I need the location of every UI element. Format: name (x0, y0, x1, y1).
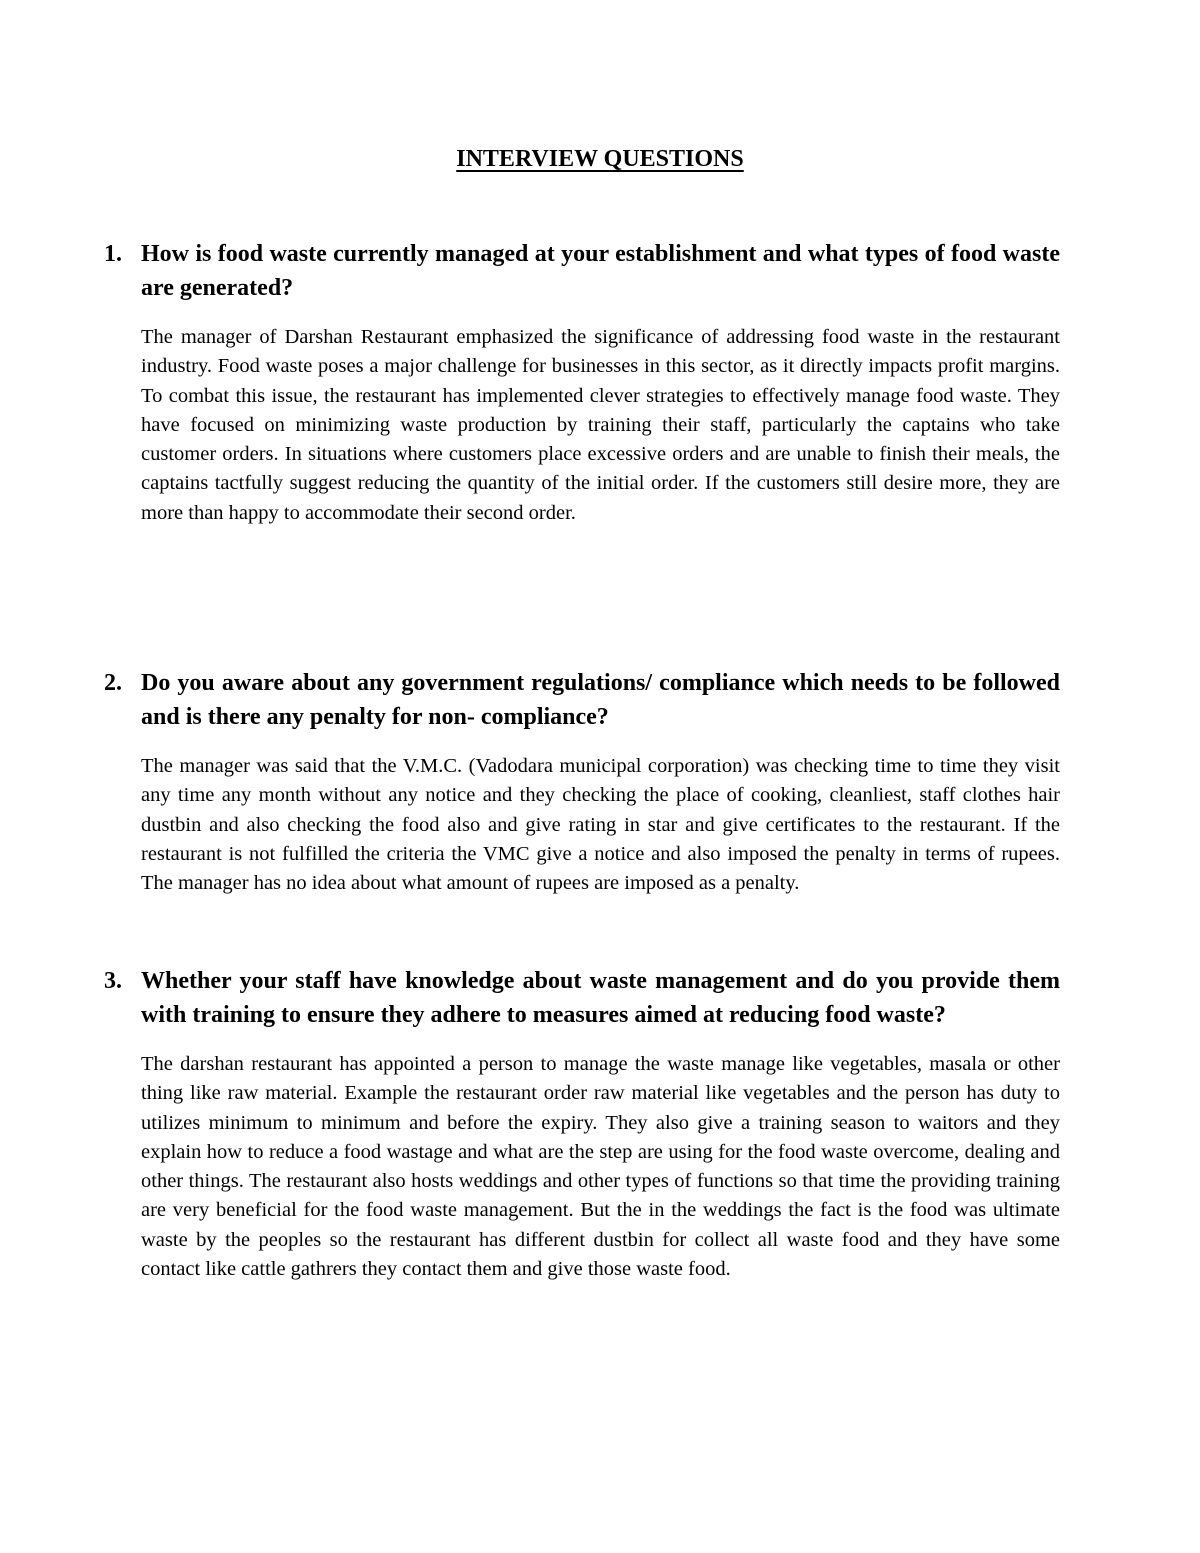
question-heading (104, 237, 1060, 305)
question-number: 3. (104, 968, 122, 994)
question-block-1 (104, 237, 1060, 528)
question-heading (104, 964, 1060, 1032)
answer-paragraph: The manager was said that the V.M.C. (Vadodara municipal corporation) was checking time to time they visit any time any month without any notice and they checking the place of cooking, cleanliest, staff clothes hair dustbin and also checking the food also and give rating in star and give certificates to the restaurant. If the restaurant is not fulfilled the criteria the VMC give a notice and also imposed the penalty in terms of rupees. The manager has no idea about what amount of rupees are imposed as a penalty. (141, 755, 1060, 895)
question-block-2 (104, 666, 1060, 898)
question-text: How is food waste currently managed at your establishment and what types of food waste are generated? (141, 241, 1060, 301)
question-number: 2. (104, 670, 122, 696)
question-text: Do you aware about any government regulations/ compliance which needs to be followed and is there any penalty for non- compliance? (141, 670, 1060, 730)
page-title: INTERVIEW QUESTIONS (456, 146, 744, 172)
question-text: Whether your staff have knowledge about waste management and do you provide them with training to ensure they adhere to measures aimed at reducing food waste? (141, 968, 1060, 1028)
question-heading (104, 666, 1060, 734)
question-number: 1. (104, 241, 122, 267)
answer-paragraph: The darshan restaurant has appointed a person to manage the waste manage like vegetables, masala or other thing like raw material. Example the restaurant order raw material like vegetables and the person has duty to utilizes minimum to minimum and before the expiry. They also give a training season to waitors and they explain how to reduce a food wastage and what are the step are using for the food waste overcome, dealing and other things. The restaurant also hosts weddings and other types of functions so that time the providing training are very beneficial for the food waste management. But the in the weddings the fact is the food was ultimate waste by the peoples so the restaurant has different dustbin for collect all waste food and they have some contact like cattle gathrers they contact them and give those waste food. (141, 1053, 1060, 1281)
answer-paragraph: The manager of Darshan Restaurant emphasized the significance of addressing food waste in the restaurant industry. Food waste poses a major challenge for businesses in this sector, as it directly impacts profit margins. To combat this issue, the restaurant has implemented clever strategies to effectively manage food waste. They have focused on minimizing waste production by training their staff, particularly the captains who take customer orders. In situations where customers place excessive orders and are unable to finish their meals, the captains tactfully suggest reducing the quantity of the initial order. If the customers still desire more, they are more than happy to accommodate their second order. (141, 326, 1060, 524)
question-block-3 (104, 964, 1060, 1284)
